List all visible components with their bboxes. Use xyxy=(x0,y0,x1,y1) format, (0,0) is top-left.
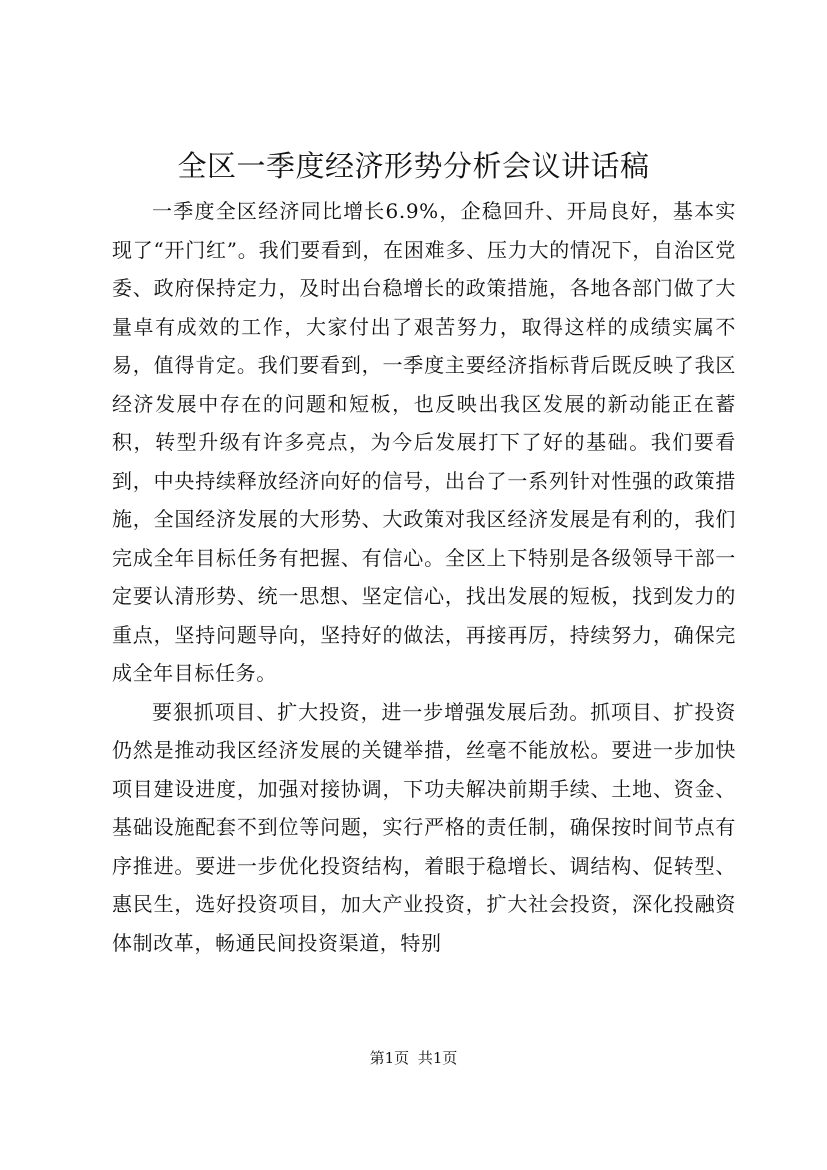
document-body xyxy=(112,192,736,962)
page-footer xyxy=(0,1046,827,1070)
document-title: 全区一季度经济形势分析会议讲话稿 xyxy=(177,149,650,183)
page-number: 第1页 xyxy=(369,1049,410,1067)
paragraph-1: 一季度全区经济同比增长6.9%，企稳回升、开局良好，基本实现了“开门红”。我们要看到，在困难多、压力大的情况下，自治区党委、政府保持定力，及时出台稳增长的政策措施，各地各部门做了大量卓有成效的工作，大家付出了艰苦努力，取得这样的成绩实属不易，值得肯定。我们要看到，一季度主要经济指标背后既反映了我区经济发展中存在的问题和短板，也反映出我区发展的新动能正在蓄积，转型升级有许多亮点，为今后发展打下了好的基础。我们要看到，中央持续释放经济向好的信号，出台了一系列针对性强的政策措施，全国经济发展的大形势、大政策对我区经济发展是有利的，我们完成全年目标任务有把握、有信心。全区上下特别是各级领导干部一定要认清形势、统一思想、坚定信心，找出发展的短板，找到发力的重点，坚持问题导向，坚持好的做法，再接再厉，持续努力，确保完成全年目标任务。 xyxy=(112,199,736,685)
page-total: 共1页 xyxy=(417,1049,458,1067)
paragraph-2: 要狠抓项目、扩大投资，进一步增强发展后劲。抓项目、扩投资仍然是推动我区经济发展的关键举措，丝毫不能放松。要进一步加快项目建设进度，加强对接协调，下功夫解决前期手续、土地、资金、基础设施配套不到位等问题，实行严格的责任制，确保按时间节点有序推进。要进一步优化投资结构，着眼于稳增长、调结构、促转型、惠民生，选好投资项目，加大产业投资，扩大社会投资，深化投融资体制改革，畅通民间投资渠道，特别 xyxy=(112,699,736,955)
